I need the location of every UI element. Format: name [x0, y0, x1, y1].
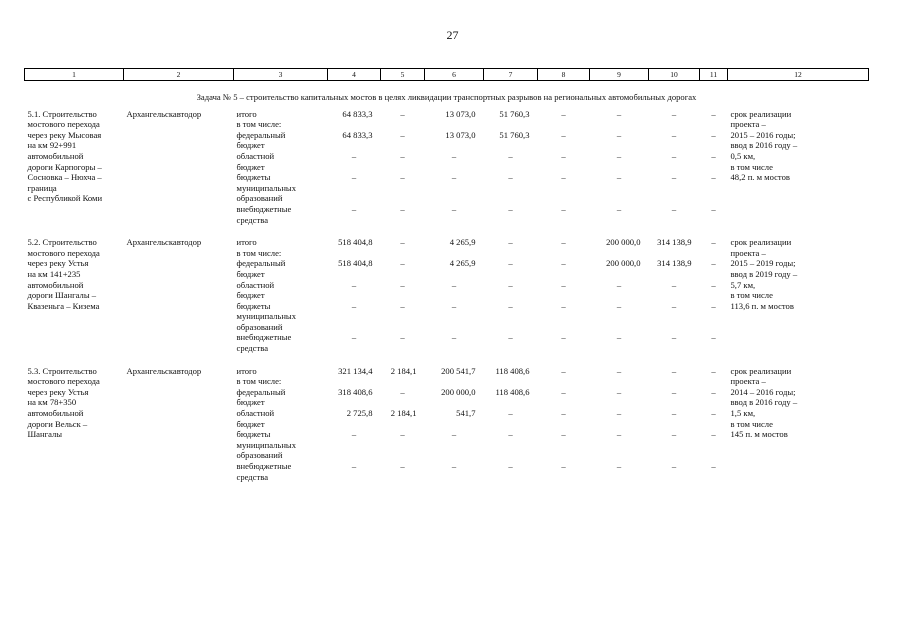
text-line: через реку Устья	[27, 258, 89, 269]
value-cell	[590, 376, 649, 387]
value-cell	[381, 119, 425, 130]
value-cell: –	[671, 386, 677, 397]
column-header: 12	[728, 69, 869, 81]
text-line: в том числе	[730, 290, 773, 301]
text-line: на км 78+350	[27, 397, 77, 408]
value-cell	[538, 248, 590, 259]
text-line: областной	[236, 408, 275, 419]
value-cell: –	[671, 150, 677, 161]
text-line: граница	[27, 182, 57, 193]
notes	[728, 366, 869, 483]
column-header: 4	[328, 69, 381, 81]
text-line: Шангалы	[27, 429, 63, 440]
text-line: областной	[236, 150, 275, 161]
value-cell	[425, 119, 484, 130]
page-number: 27	[446, 28, 459, 42]
value-cell: –	[711, 300, 716, 311]
value-cell: –	[400, 332, 405, 343]
value-cell: –	[351, 332, 357, 343]
funding-source	[234, 366, 328, 377]
text-line: бюджет	[236, 140, 265, 151]
text-line: в том числе:	[236, 376, 282, 387]
funding-source	[234, 204, 328, 225]
text-line: на км 92+991	[27, 140, 77, 151]
text-line: образований	[236, 450, 283, 461]
value-cell: 118 408,6	[495, 386, 530, 397]
executor: Архангельскавтодор	[126, 365, 202, 376]
value-cell: 314 138,9	[657, 237, 692, 248]
value-cell: –	[671, 461, 677, 471]
value-cell: –	[508, 150, 513, 161]
value-cell: 2 184,1	[390, 365, 417, 376]
text-line: образований	[236, 193, 283, 204]
executor: Архангельскавтодор	[126, 108, 202, 119]
value-cell: –	[711, 386, 716, 397]
spacer	[25, 354, 869, 366]
header-row	[25, 69, 869, 81]
value-cell: –	[671, 429, 677, 440]
value-cell	[484, 248, 538, 259]
value-cell	[649, 248, 700, 259]
value-cell: –	[508, 258, 513, 269]
text-line: бюджет	[236, 268, 265, 279]
value-cell: –	[671, 203, 677, 214]
funding-source	[234, 258, 328, 279]
value-cell: 13 073,0	[445, 129, 476, 140]
value-cell: –	[400, 279, 405, 290]
value-cell: –	[508, 237, 513, 248]
value-cell: –	[616, 408, 622, 419]
column-header: 11	[700, 69, 728, 81]
measure-name	[25, 237, 124, 354]
text-line: внебюджетные	[236, 332, 292, 343]
value-cell	[590, 248, 649, 259]
notes	[728, 109, 869, 226]
value-cell	[328, 248, 381, 259]
value-cell: –	[451, 279, 457, 290]
text-line: средства	[236, 214, 269, 225]
text-line: автомобильной	[27, 150, 84, 161]
text-line: бюджеты	[236, 172, 271, 183]
text-line: бюджет	[236, 397, 265, 408]
funding-source	[234, 376, 328, 387]
column-header: 2	[124, 69, 234, 81]
value-cell: 518 404,8	[338, 237, 373, 248]
value-cell: –	[351, 150, 357, 161]
notes	[728, 237, 869, 354]
value-cell	[649, 376, 700, 387]
value-cell: –	[561, 150, 566, 161]
text-line: внебюджетные	[236, 461, 292, 471]
value-cell: –	[711, 258, 716, 269]
value-cell: –	[561, 237, 566, 248]
value-cell: –	[711, 332, 716, 343]
value-cell: 51 760,3	[499, 129, 530, 140]
text-line: бюджет	[236, 290, 265, 301]
value-cell: 51 760,3	[499, 108, 530, 119]
spacer-row	[25, 225, 869, 237]
text-line: Квазеньга – Кизема	[27, 300, 100, 311]
budget-table	[24, 68, 869, 482]
text-line: бюджет	[236, 418, 265, 429]
funding-source	[234, 130, 328, 151]
text-line: дороги Вельск –	[27, 418, 88, 429]
value-cell	[425, 376, 484, 387]
text-line: 48,2 п. м мостов	[730, 172, 790, 183]
value-cell: –	[671, 408, 677, 419]
value-cell: –	[671, 172, 677, 183]
text-line: бюджеты	[236, 300, 271, 311]
value-cell: –	[561, 108, 566, 119]
text-line: 5,7 км,	[730, 279, 756, 290]
value-cell	[381, 376, 425, 387]
text-line: мостового перехода	[27, 376, 100, 387]
text-line: автомобильной	[27, 408, 84, 419]
text-line: ввод в 2016 году –	[730, 140, 798, 151]
text-line: 5.1. Строительство	[27, 108, 97, 119]
value-cell: –	[561, 172, 566, 183]
funding-source	[234, 151, 328, 172]
text-line: 113,6 п. м мостов	[730, 300, 794, 311]
value-cell: 200 000,0	[441, 386, 476, 397]
text-line: через реку Устья	[27, 386, 89, 397]
text-line: федеральный	[236, 386, 286, 397]
value-cell: 200 000,0	[606, 258, 641, 269]
executor: Архангельскавтодор	[126, 237, 202, 248]
value-cell: –	[671, 365, 677, 376]
value-cell: –	[451, 150, 457, 161]
value-cell: –	[561, 279, 566, 290]
text-line: в том числе:	[236, 247, 282, 258]
value-cell: –	[400, 386, 405, 397]
value-cell: –	[400, 429, 405, 440]
value-cell: 541,7	[456, 408, 476, 419]
value-cell: –	[351, 429, 357, 440]
column-header: 7	[484, 69, 538, 81]
value-cell: –	[451, 332, 457, 343]
value-cell: –	[616, 203, 622, 214]
value-cell	[538, 376, 590, 387]
funding-source	[234, 408, 328, 429]
value-cell: –	[508, 300, 513, 311]
value-cell: –	[508, 408, 513, 419]
value-cell: –	[711, 237, 716, 248]
value-cell: –	[351, 461, 357, 471]
value-cell: –	[451, 461, 457, 471]
value-cell: –	[508, 279, 513, 290]
column-header: 6	[425, 69, 484, 81]
value-cell: –	[711, 150, 716, 161]
text-line: ввод в 2019 году –	[730, 268, 798, 279]
measure-name	[25, 109, 124, 226]
value-cell: –	[351, 172, 357, 183]
text-line: с Республикой Коми	[27, 193, 103, 204]
text-line: на км 141+235	[27, 268, 81, 279]
text-line: срок реализации	[730, 108, 792, 119]
value-cell: –	[400, 150, 405, 161]
text-line: итого	[236, 108, 257, 119]
text-line: бюджет	[236, 161, 265, 172]
task-title: Задача № 5 – строительство капитальных мостов в целях ликвидации транспортных разрывов на региональных автомобильных дорогах	[196, 92, 697, 102]
text-line: Сосновка – Нюхча –	[27, 172, 102, 183]
column-header: 1	[25, 69, 124, 81]
value-cell: –	[561, 461, 566, 471]
text-line: мостового перехода	[27, 247, 100, 258]
value-cell: –	[616, 300, 622, 311]
table-row	[25, 237, 869, 248]
text-line: муниципальных	[236, 311, 296, 322]
value-cell	[484, 376, 538, 387]
value-cell: –	[561, 129, 566, 140]
value-cell: –	[561, 300, 566, 311]
value-cell: –	[400, 172, 405, 183]
value-cell: –	[616, 429, 622, 440]
value-cell	[328, 119, 381, 130]
column-header: 8	[538, 69, 590, 81]
value-cell: –	[711, 429, 716, 440]
value-cell: –	[616, 108, 622, 119]
value-cell: –	[616, 129, 622, 140]
text-line: проекта –	[730, 376, 766, 387]
value-cell: –	[711, 203, 716, 214]
funding-source	[234, 172, 328, 204]
table-row	[25, 109, 869, 120]
value-cell	[425, 248, 484, 259]
table-body	[25, 69, 869, 483]
value-cell: –	[616, 332, 622, 343]
value-cell: –	[616, 461, 622, 471]
value-cell: –	[451, 429, 457, 440]
value-cell: 4 265,9	[449, 258, 476, 269]
value-cell: 64 833,3	[342, 129, 373, 140]
text-line: 0,5 км,	[730, 150, 756, 161]
value-cell: –	[616, 150, 622, 161]
funding-source	[234, 332, 328, 353]
value-cell: –	[711, 365, 716, 376]
value-cell: –	[508, 332, 513, 343]
value-cell: –	[561, 203, 566, 214]
value-cell	[328, 376, 381, 387]
value-cell: 318 408,6	[338, 386, 373, 397]
value-cell: 321 134,4	[338, 365, 373, 376]
value-cell: –	[561, 429, 566, 440]
value-cell	[484, 119, 538, 130]
value-cell: –	[671, 300, 677, 311]
text-line: итого	[236, 365, 257, 376]
text-line: в том числе:	[236, 119, 282, 130]
value-cell: –	[400, 461, 405, 471]
value-cell: 13 073,0	[445, 108, 476, 119]
text-line: дороги Шангалы –	[27, 290, 97, 301]
value-cell: –	[400, 237, 405, 248]
text-line: муниципальных	[236, 439, 296, 450]
value-cell: –	[616, 172, 622, 183]
text-line: через реку Мысовая	[27, 129, 102, 140]
table-row	[25, 366, 869, 377]
value-cell: 200 541,7	[441, 365, 476, 376]
text-line: дороги Карпогоры –	[27, 161, 102, 172]
value-cell: –	[711, 408, 716, 419]
text-line: 145 п. м мостов	[730, 429, 788, 440]
funding-source	[234, 429, 328, 461]
text-line: срок реализации	[730, 237, 792, 248]
value-cell	[700, 119, 728, 130]
text-line: мостового перехода	[27, 119, 100, 130]
text-line: 2015 – 2019 годы;	[730, 258, 796, 269]
funding-source	[234, 119, 328, 130]
spacer-row	[25, 354, 869, 366]
value-cell: –	[671, 332, 677, 343]
value-cell	[649, 119, 700, 130]
value-cell: –	[508, 429, 513, 440]
value-cell: –	[671, 129, 677, 140]
text-line: федеральный	[236, 258, 286, 269]
value-cell: –	[400, 108, 405, 119]
column-header: 9	[590, 69, 649, 81]
text-line: автомобильной	[27, 279, 84, 290]
text-line: в том числе	[730, 161, 773, 172]
value-cell: –	[508, 461, 513, 471]
value-cell	[538, 119, 590, 130]
funding-source	[234, 109, 328, 120]
value-cell: –	[711, 108, 716, 119]
value-cell: –	[508, 172, 513, 183]
text-line: муниципальных	[236, 182, 296, 193]
value-cell: –	[616, 365, 622, 376]
spacer	[25, 225, 869, 237]
value-cell: –	[711, 129, 716, 140]
value-cell: –	[351, 279, 357, 290]
value-cell: –	[351, 203, 357, 214]
text-line: итого	[236, 237, 257, 248]
column-header: 5	[381, 69, 425, 81]
text-line: 5.2. Строительство	[27, 237, 97, 248]
value-cell: –	[561, 365, 566, 376]
text-line: средства	[236, 343, 269, 354]
text-line: областной	[236, 279, 275, 290]
text-line: 5.3. Строительство	[27, 365, 97, 376]
value-cell: 518 404,8	[338, 258, 373, 269]
value-cell: –	[508, 203, 513, 214]
value-cell	[700, 376, 728, 387]
value-cell: –	[671, 279, 677, 290]
text-line: 2014 – 2016 годы;	[730, 386, 796, 397]
value-cell: –	[711, 461, 716, 471]
value-cell: –	[451, 300, 457, 311]
value-cell: –	[561, 332, 566, 343]
value-cell: –	[711, 279, 716, 290]
value-cell: –	[351, 300, 357, 311]
value-cell: –	[400, 129, 405, 140]
text-line: внебюджетные	[236, 203, 292, 214]
value-cell: –	[671, 108, 677, 119]
value-cell	[700, 248, 728, 259]
value-cell: –	[616, 386, 622, 397]
value-cell: –	[400, 203, 405, 214]
funding-source	[234, 301, 328, 333]
value-cell: 64 833,3	[342, 108, 373, 119]
text-line: федеральный	[236, 129, 286, 140]
column-header: 3	[234, 69, 328, 81]
value-cell: –	[400, 258, 405, 269]
column-header: 10	[649, 69, 700, 81]
value-cell: 2 184,1	[390, 408, 417, 419]
funding-source	[234, 280, 328, 301]
value-cell: –	[451, 203, 457, 214]
value-cell: –	[616, 279, 622, 290]
text-line: бюджеты	[236, 429, 271, 440]
text-line: проекта –	[730, 247, 766, 258]
text-line: ввод в 2016 году –	[730, 397, 798, 408]
text-line: образований	[236, 321, 283, 332]
value-cell: 4 265,9	[449, 237, 476, 248]
text-line: 2015 – 2016 годы;	[730, 129, 796, 140]
text-line: 1,5 км,	[730, 408, 756, 419]
value-cell: –	[561, 408, 566, 419]
funding-source	[234, 387, 328, 408]
value-cell: 314 138,9	[657, 258, 692, 269]
task-title-row	[25, 81, 869, 109]
value-cell: –	[561, 386, 566, 397]
text-line: срок реализации	[730, 365, 792, 376]
value-cell: –	[400, 300, 405, 311]
funding-source	[234, 248, 328, 259]
value-cell: –	[561, 258, 566, 269]
value-cell	[381, 248, 425, 259]
text-line: средства	[236, 471, 269, 482]
measure-name	[25, 366, 124, 483]
text-line: в том числе	[730, 418, 773, 429]
value-cell: –	[711, 172, 716, 183]
funding-source	[234, 237, 328, 248]
text-line: проекта –	[730, 119, 766, 130]
funding-source	[234, 461, 328, 482]
value-cell	[590, 119, 649, 130]
value-cell: –	[451, 172, 457, 183]
value-cell: 118 408,6	[495, 365, 530, 376]
value-cell: 200 000,0	[606, 237, 641, 248]
value-cell: 2 725,8	[346, 408, 373, 419]
